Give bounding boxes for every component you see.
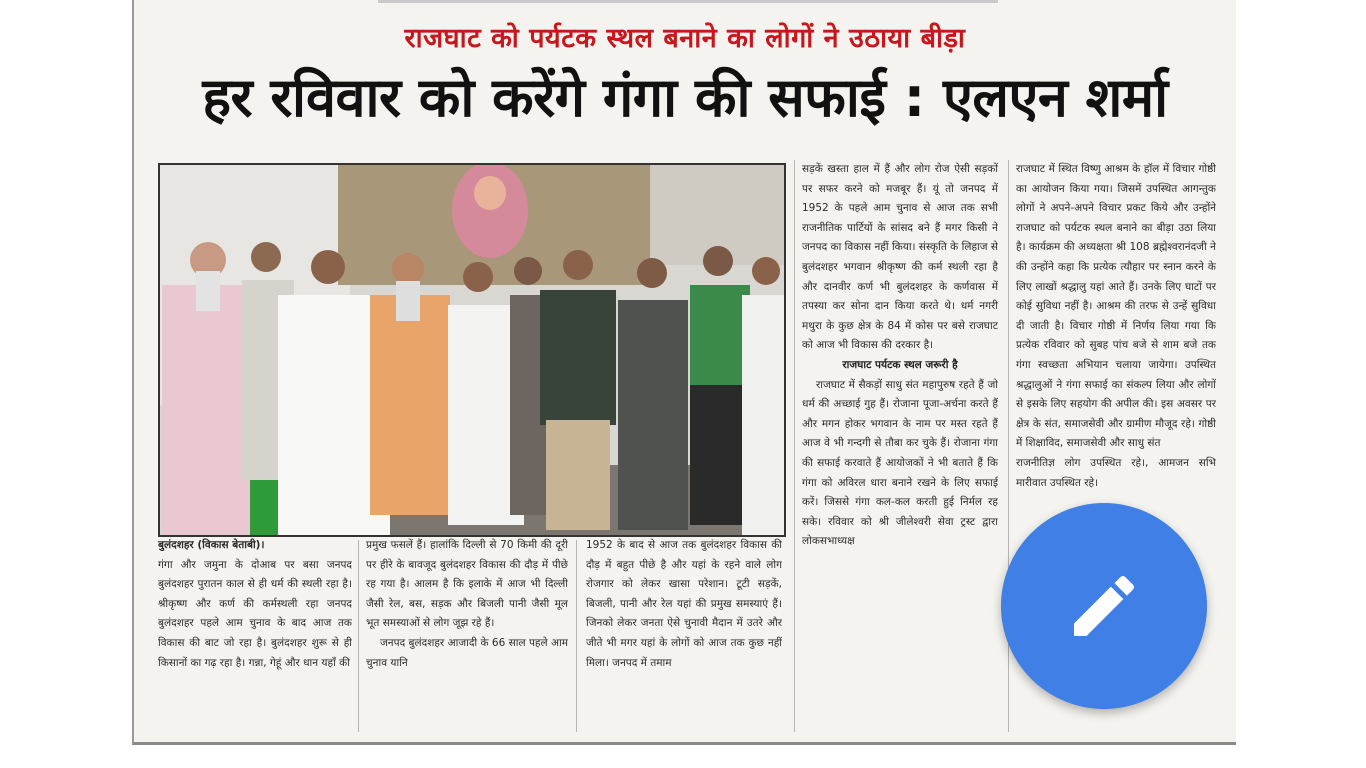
column-4-text: सड़कें खस्ता हाल में हैं और लोग रोज ऐसी सड़कों पर सफर करने को मजबूर हैं। यूं तो जनपद में 1952 के पहले आम चुनाव से आज तक सभी राजनीतिक पार्टियों के सांसद बने हैं मगर किसी ने जनपद का विकास नहीं किया। संस्कृति के लिहाज से बुलंदशहर भगवान श्रीकृष्ण की कर्म स्थली रहा है और दानवीर कर्ण भी बुलंदशहर के कर्णवास में तपस्या कर सोना दान किया करते थे। धर्म नगरी मथुरा के कुछ क्षेत्र के 84 में कोस पर बसे राजघाट को आज भी विकास की दरकार है।: [802, 163, 998, 352]
column-1-text: गंगा और जमुना के दोआब पर बसा जनपद बुलंदशहर पुरातन काल से ही धर्म की स्थली रहा है। श्रीकृष्ण और कर्ण की कर्मस्थली रहा जनपद बुलंदशहर पहले आम चुनाव के बाद आज तक विकास की बाट जो रहा है। बुलंदशहर शुरू से ही किसानों का गढ़ रहा है। गन्ना, गेहूं और धान यहाँ की: [158, 558, 352, 669]
column-4-subhead: राजघाट पर्यटक स्थल जरूरी है: [842, 358, 958, 371]
article-subheadline: राजघाट को पर्यटक स्थल बनाने का लोगों ने उठाया बीड़ा: [404, 23, 966, 54]
column-5-end-text: राजनीतिज्ञ लोग उपस्थित रहे।, आमजन सभि मारीवात उपस्थित रहे।: [1016, 456, 1216, 489]
column-5-text: राजघाट में स्थित विष्णु आश्रम के हॉल में विचार गोष्ठी का आयोजन किया गया। जिसमें उपस्थित आगन्तुक लोगों ने अपने-अपने विचार प्रकट किये और उन्होंने राजघाट को पर्यटक स्थल बनाने का बीड़ा उठा लिया है। कार्यक्रम की अध्यक्षता श्री 108 ब्रह्मेश्वरानंदजी ने की उन्होंने कहा कि प्रत्येक त्यौहार पर स्नान करने के लिए लाखों श्रद्धालु यहां आते हैं। उनके लिए घाटों पर कोई सुविधा नहीं है। आश्रम की तरफ से उन्हें सुविधा दी जाती है। विचार गोष्ठी में निर्णय लिया गया कि प्रत्येक रविवार को सुबह पांच बजे से शाम बजे तक गंगा स्वच्छता अभियान चलाया जायेगा। उपस्थित श्रद्धालुओं ने गंगा सफाई का संकल्प लिया और लोगों से इसके लिए सहयोग की अपील की। इस अवसर पर क्षेत्र के संत, समाजसेवी और ग्रामीण मौजूद रहे। गोष्ठी में शिक्षाविद, समाजसेवी और साधु संत: [1016, 163, 1216, 450]
column-2b-text: जनपद बुलंदशहर आजादी के 66 साल पहले आम चुनाव यानि: [366, 636, 568, 669]
column-divider: [358, 540, 359, 732]
article-column-1: [158, 536, 352, 736]
column-divider: [794, 160, 795, 732]
column-divider: [576, 540, 577, 732]
article-photo: [158, 163, 786, 537]
article-headline: हर रविवार को करेंगे गंगा की सफाई : एलएन शर्मा: [202, 66, 1168, 129]
edit-button[interactable]: [1001, 503, 1207, 709]
column-4b-text: राजघाट में सैकड़ों साधु संत महापुरुष रहते हैं जो धर्म की अच्छाई गुह हैं। रोजाना पूजा-अर्चना करते हैं और मगन होकर भगवान के नाम पर मस्त रहते हैं आज वे भी गन्दगी से तौबा कर चुके हैं। रोजाना गंगा की सफाई करवाते हैं आयोजकों ने भी बताते हैं कि गंगा को अविरल धारा बनाने रखने के लिए सफाई करें। जिससे गंगा कल-कल करती हुई निर्मल रह सके। रविवार को श्री जीलेश्वरी सेवा ट्रस्ट द्वारा लोकसभाध्यक्ष: [802, 378, 998, 548]
article-dateline: बुलंदशहर (विकास बेताबी)।: [158, 539, 265, 551]
group-photo-illustration: [160, 165, 784, 535]
pencil-icon: [1064, 566, 1144, 646]
column-3-text: 1952 के बाद से आज तक बुलंदशहर विकास की दौड़ में बहुत पीछे है और यहां के रहने वाले लोग रोजगार को लेकर खासा परेशान। टूटी सड़कें, बिजली, पानी और रेल यहां की प्रमुख समस्याएं हैं। जिनको लेकर जनता ऐसे चुनावी मैदान में उतरे और जीते भी मगर यहां के लोगों को आज तक कुछ नहीं मिला। जनपद में तमाम: [586, 539, 782, 669]
column-2-text: प्रमुख फसलें हैं। हालांकि दिल्ली से 70 किमी की दूरी पर हीरे के बावजूद बुलंदशहर विकास की दौड़ में पीछे रह गया है। आलम है कि इलाके में आज भी दिल्ली जैसी रेल, बस, सड़क और बिजली पानी जैसी मूल भूत समस्याओं से लोग जूझ रहे हैं।: [366, 539, 568, 630]
clipping-top-rule: [378, 0, 998, 3]
article-column-3: [586, 536, 782, 736]
article-column-2: [366, 536, 568, 736]
article-column-4: [802, 160, 998, 736]
